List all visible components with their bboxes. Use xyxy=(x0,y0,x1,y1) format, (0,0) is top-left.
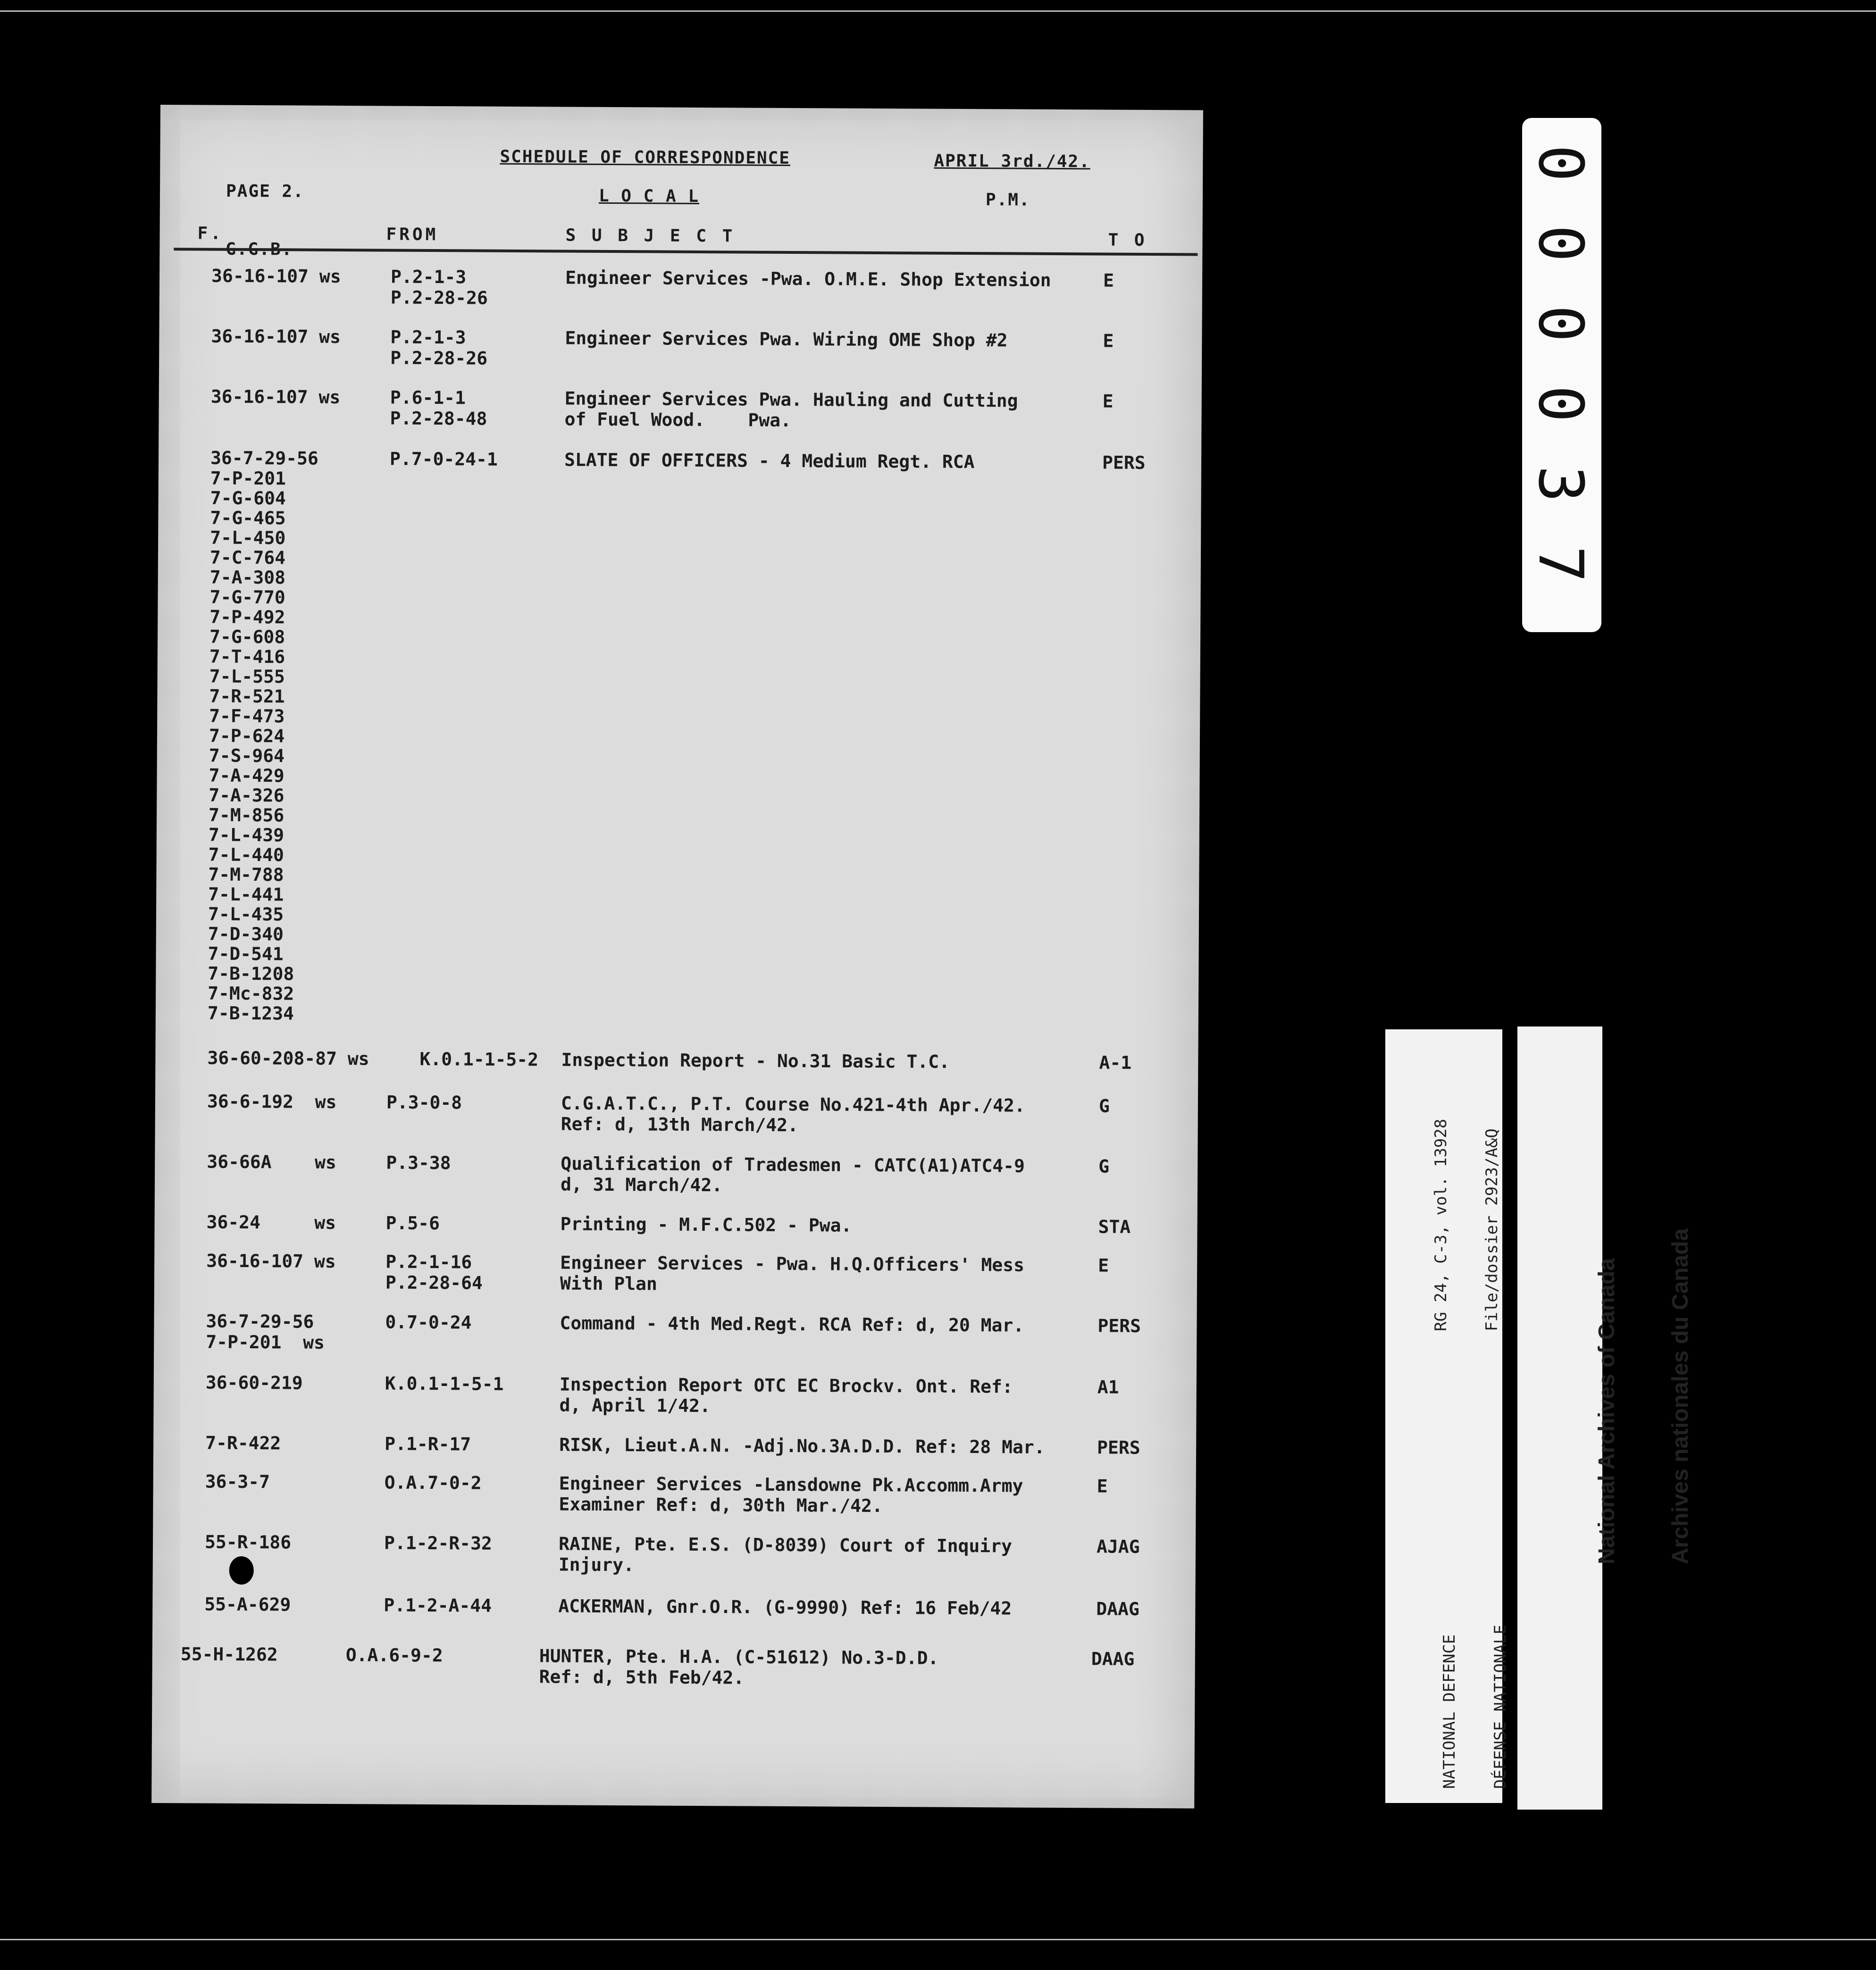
frame-digit: 3 xyxy=(1525,465,1597,503)
page-number: PAGE 2. xyxy=(226,181,304,201)
table-row xyxy=(152,1644,1195,1688)
row-subject: ACKERMAN, Gnr.O.R. (G-9990) Ref: 16 Feb/42 xyxy=(558,1595,1012,1619)
row-to: G xyxy=(1098,1095,1110,1117)
row-from: P.2-1-16 P.2-28-64 xyxy=(385,1251,483,1294)
column-header-subject: S U B J E C T xyxy=(565,225,736,246)
frame-digit: 0 xyxy=(1525,144,1597,182)
row-subject: Engineer Services -Pwa. O.M.E. Shop Extension xyxy=(565,267,1051,291)
column-header-to: T O xyxy=(1108,230,1147,250)
row-subject: Qualification of Tradesmen - CATC(A1)ATC4-9 d, 31 March/42. xyxy=(560,1153,1025,1196)
frame-digit: 0 xyxy=(1525,305,1597,342)
row-subject: Engineer Services Pwa. Hauling and Cutting of Fuel Wood. Pwa. xyxy=(564,388,1018,431)
frame-digit: 0 xyxy=(1525,385,1597,423)
table-row xyxy=(153,1531,1196,1576)
row-from: P.5-6 xyxy=(385,1212,440,1234)
row-from: K.0.1-1-5-1 xyxy=(385,1373,504,1394)
archive-reference-label xyxy=(1385,1029,1510,1803)
row-subject: HUNTER, Pte. H.A. (C-51612) No.3-D.D. Ref: d, 5th Feb/42. xyxy=(539,1645,939,1688)
department-line: DÉFENSE NATIONALE xyxy=(1491,1625,1510,1789)
list-item: 7-S-964 xyxy=(209,745,285,767)
row-subject: Engineer Services Pwa. Wiring OME Shop #2 xyxy=(565,327,1008,351)
row-subject: Command - 4th Med.Regt. RCA Ref: d, 20 Mar. xyxy=(560,1312,1024,1336)
row-to: E xyxy=(1103,330,1114,351)
row-file: 36-3-7 xyxy=(205,1471,270,1493)
office-code: G.G.B. xyxy=(226,239,293,259)
list-item: 7-L-555 xyxy=(209,666,285,687)
list-item: 7-B-1208 xyxy=(208,963,294,985)
row-from: P.7-0-24-1 xyxy=(389,448,498,470)
row-file: 55-A-629 xyxy=(204,1594,291,1615)
document-date: APRIL 3rd./42. xyxy=(934,151,1090,172)
row-file: 7-R-422 xyxy=(205,1432,281,1454)
archive-reference xyxy=(1399,1119,1534,1331)
correspondence-sheet xyxy=(151,105,1203,1809)
list-item: 7-G-604 xyxy=(210,487,286,509)
row-file: 36-60-219 xyxy=(205,1372,303,1394)
row-to: E xyxy=(1097,1476,1108,1497)
list-item: 7-G-770 xyxy=(209,586,285,608)
row-to: E xyxy=(1098,1255,1109,1276)
header-rule xyxy=(174,248,1198,256)
row-subject: Printing - M.F.C.502 - Pwa. xyxy=(560,1213,852,1236)
table-row xyxy=(159,265,1202,309)
row-to: E xyxy=(1103,270,1114,291)
row-to: PERS xyxy=(1097,1437,1140,1458)
frame-digit: 7 xyxy=(1525,545,1597,583)
list-item: 7-Mc-832 xyxy=(208,983,294,1004)
row-file: 36-16-107 ws xyxy=(211,265,341,287)
department-line: NATIONAL DEFENCE xyxy=(1440,1634,1459,1789)
table-row xyxy=(159,326,1202,369)
list-item: 7-P-624 xyxy=(209,725,285,747)
row-file: 36-16-107 ws xyxy=(211,326,341,348)
officer-file-list xyxy=(208,468,297,1024)
row-to: G xyxy=(1098,1156,1110,1177)
table-row xyxy=(154,1311,1197,1353)
list-item: 7-C-764 xyxy=(209,547,286,568)
punch-hole-mark xyxy=(229,1556,254,1585)
document-title: SCHEDULE OF CORRESPONDENCE xyxy=(500,147,791,168)
archives-line: National Archives of Canada xyxy=(1594,1258,1619,1564)
list-item: 7-P-492 xyxy=(209,606,285,628)
row-to: PERS xyxy=(1097,1315,1141,1336)
row-from: P.3-0-8 xyxy=(386,1092,462,1113)
row-from: O.A.7-0-2 xyxy=(384,1472,482,1494)
row-file: 36-7-29-56 7-P-201 ws xyxy=(206,1311,325,1353)
table-row xyxy=(154,1372,1197,1417)
column-header-from: FROM xyxy=(386,225,439,245)
row-subject: Engineer Services -Lansdowne Pk.Accomm.Army Examiner Ref: d, 30th Mar./42. xyxy=(559,1473,1023,1517)
archives-logo-label xyxy=(1517,1027,1693,1810)
table-row xyxy=(159,447,1201,473)
row-subject: RISK, Lieut.A.N. -Adj.No.3A.D.D. Ref: 28 Mar. xyxy=(559,1434,1045,1458)
list-item: 7-M-856 xyxy=(209,804,285,826)
row-file: 36-16-107 ws xyxy=(210,386,341,408)
list-item: 7-F-473 xyxy=(209,705,285,727)
row-file: 36-24 ws xyxy=(206,1211,336,1233)
list-item: 7-A-308 xyxy=(209,567,286,588)
row-from: P.1-2-R-32 xyxy=(384,1532,492,1554)
column-header-file: F. xyxy=(197,224,224,243)
row-from: P.6-1-1 P.2-28-48 xyxy=(390,387,487,429)
row-subject: C.G.A.T.C., P.T. Course No.421-4th Apr./42. Ref: d, 13th March/42. xyxy=(561,1093,1025,1136)
row-subject: Engineer Services - Pwa. H.Q.Officers' Mess With Plan xyxy=(560,1252,1025,1294)
film-edge-top xyxy=(0,10,1876,12)
table-row xyxy=(154,1250,1197,1294)
row-to: A-1 xyxy=(1099,1052,1132,1073)
list-item: 7-A-429 xyxy=(209,765,285,786)
frame-number-strip xyxy=(1522,118,1601,632)
list-item: 7-D-340 xyxy=(208,923,284,945)
list-item: 7-D-541 xyxy=(208,943,284,965)
row-subject: SLATE OF OFFICERS - 4 Medium Regt. RCA xyxy=(564,449,975,473)
row-to: A1 xyxy=(1097,1377,1119,1398)
frame-digit: 0 xyxy=(1525,225,1597,262)
row-from: P.3-38 xyxy=(386,1152,451,1174)
row-from: P.1-2-A-44 xyxy=(384,1594,492,1616)
table-row xyxy=(153,1471,1196,1517)
list-item: 7-G-608 xyxy=(209,626,285,648)
row-file: 36-16-107 ws xyxy=(206,1250,336,1272)
reference-line: RG 24, C-3, vol. 13928 xyxy=(1432,1119,1450,1331)
row-to: DAAG xyxy=(1096,1598,1139,1619)
table-row xyxy=(152,1594,1195,1619)
time-of-day: P.M. xyxy=(985,190,1030,210)
row-subject: Inspection Report OTC EC Brockv. Ont. Ref: d, April 1/42. xyxy=(559,1374,1013,1417)
list-item: 7-B-1234 xyxy=(207,1002,294,1024)
archives-line: Archives nationales du Canada xyxy=(1668,1228,1693,1564)
row-file: 36-6-192 ws xyxy=(207,1091,337,1112)
list-item: 7-L-435 xyxy=(208,903,284,925)
row-from: P.2-1-3 P.2-28-26 xyxy=(390,326,488,369)
list-item: 7-P-201 xyxy=(210,467,286,489)
list-item: 7-L-439 xyxy=(208,824,285,846)
list-item: 7-T-416 xyxy=(209,646,285,668)
row-to: DAAG xyxy=(1091,1648,1135,1669)
row-file: 36-7-29-56 xyxy=(210,447,318,469)
row-from: 0.7-0-24 xyxy=(385,1311,472,1333)
list-item: 7-G-465 xyxy=(210,507,286,529)
table-row xyxy=(159,386,1202,431)
table-row xyxy=(156,1047,1198,1073)
row-from: O.A.6-9-2 xyxy=(345,1644,443,1666)
row-from: K.0.1-1-5-2 xyxy=(419,1048,539,1070)
document-subtitle: L O C A L xyxy=(598,186,700,206)
reference-line: File/dossier 2923/A&Q xyxy=(1482,1128,1501,1331)
row-subject: RAINE, Pte. E.S. (D-8039) Court of Inquiry Injury. xyxy=(558,1533,1013,1576)
archives-name xyxy=(1546,1228,1742,1564)
list-item: 7-R-521 xyxy=(209,685,285,707)
table-row xyxy=(155,1091,1198,1136)
list-item: 7-L-440 xyxy=(208,844,284,866)
row-from: P.2-1-3 P.2-28-26 xyxy=(390,266,488,309)
list-item: 7-A-326 xyxy=(209,785,285,806)
row-to: STA xyxy=(1098,1216,1131,1237)
row-file: 36-66A ws xyxy=(207,1151,336,1173)
row-from: P.1-R-17 xyxy=(385,1433,471,1455)
row-subject: Inspection Report - No.31 Basic T.C. xyxy=(561,1049,950,1072)
list-item: 7-L-450 xyxy=(210,527,286,549)
list-item: 7-L-441 xyxy=(208,884,284,905)
table-row xyxy=(155,1211,1198,1237)
table-row xyxy=(155,1151,1198,1196)
row-file: 55-R-186 xyxy=(204,1531,292,1553)
row-to: PERS xyxy=(1102,452,1146,473)
row-to: E xyxy=(1102,391,1114,412)
film-edge-bottom xyxy=(0,1939,1876,1940)
row-file: 36-60-208-87 ws xyxy=(207,1047,369,1069)
row-file: 55-H-1262 xyxy=(180,1644,278,1665)
list-item: 7-M-788 xyxy=(208,864,284,885)
row-to: AJAG xyxy=(1096,1536,1140,1557)
table-row xyxy=(153,1432,1196,1458)
